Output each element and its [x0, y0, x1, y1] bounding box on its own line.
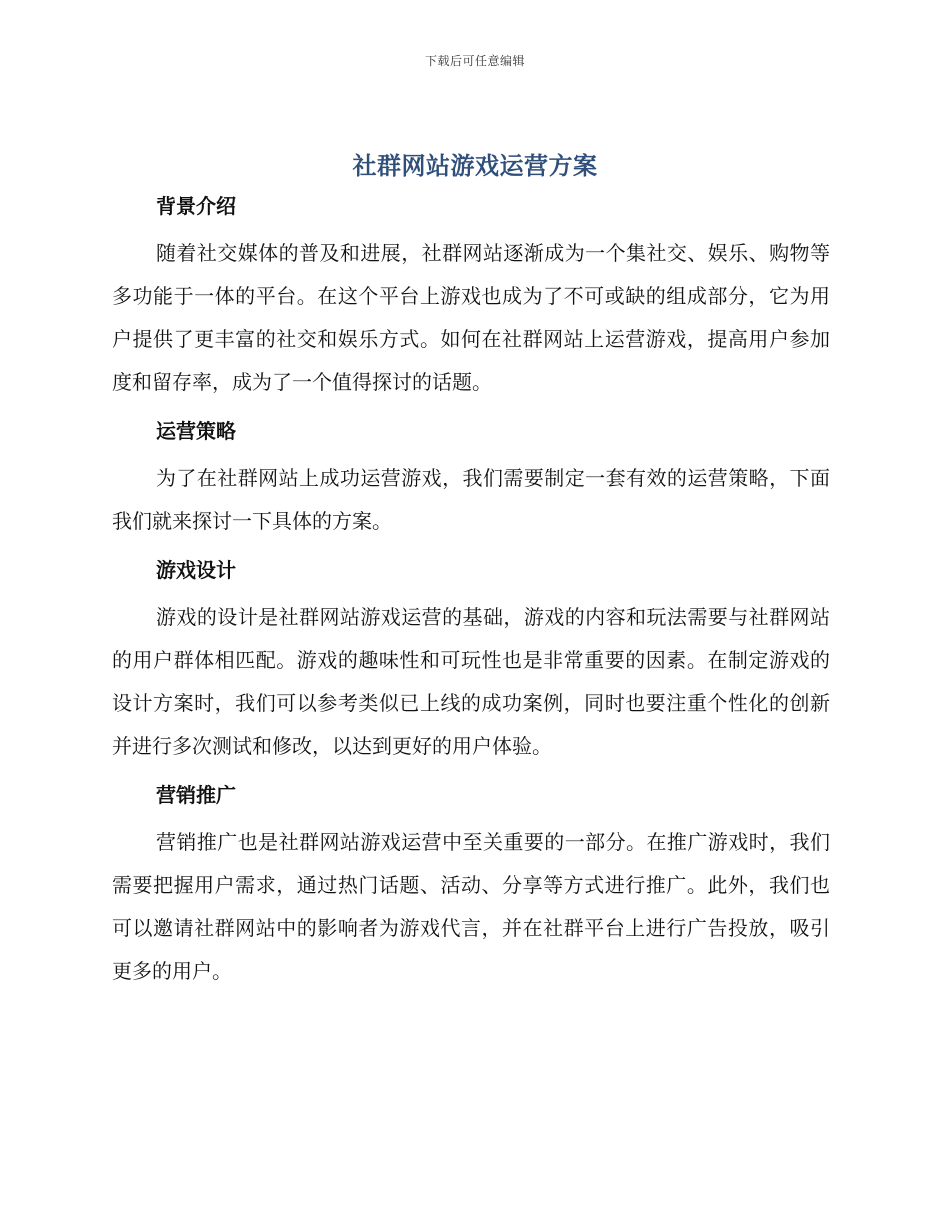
section-marketing [112, 777, 830, 993]
section-game-design [112, 552, 830, 768]
section-strategy [112, 413, 830, 543]
section-background [112, 188, 830, 404]
section-paragraph: 为了在社群网站上成功运营游戏，我们需要制定一套有效的运营策略，下面我们就来探讨一下具体的方案。 [112, 466, 830, 533]
section-paragraph: 游戏的设计是社群网站游戏运营的基础，游戏的内容和玩法需要与社群网站的用户群体相匹配。游戏的趣味性和可玩性也是非常重要的因素。在制定游戏的设计方案时，我们可以参考类似已上线的成功案例，同时也要注重个性化的创新并进行多次测试和修改，以达到更好的用户体验。 [112, 605, 830, 758]
section-paragraph: 随着社交媒体的普及和进展，社群网站逐渐成为一个集社交、娱乐、购物等多功能于一体的平台。在这个平台上游戏也成为了不可或缺的组成部分，它为用户提供了更丰富的社交和娱乐方式。如何在社群网站上运营游戏，提高用户参加度和留存率，成为了一个值得探讨的话题。 [112, 241, 830, 394]
section-paragraph: 营销推广也是社群网站游戏运营中至关重要的一部分。在推广游戏时，我们需要把握用户需求，通过热门话题、活动、分享等方式进行推广。此外，我们也可以邀请社群网站中的影响者为游戏代言，并在社群平台上进行广告投放，吸引更多的用户。 [112, 830, 830, 983]
section-heading: 游戏设计 [156, 558, 236, 582]
page-header-note: 下载后可任意编辑 [424, 54, 525, 68]
document-body [112, 188, 830, 1002]
section-heading: 运营策略 [156, 419, 236, 443]
section-heading: 营销推广 [156, 783, 236, 807]
section-heading: 背景介绍 [156, 194, 236, 218]
document-title: 社群网站游戏运营方案 [352, 152, 598, 180]
